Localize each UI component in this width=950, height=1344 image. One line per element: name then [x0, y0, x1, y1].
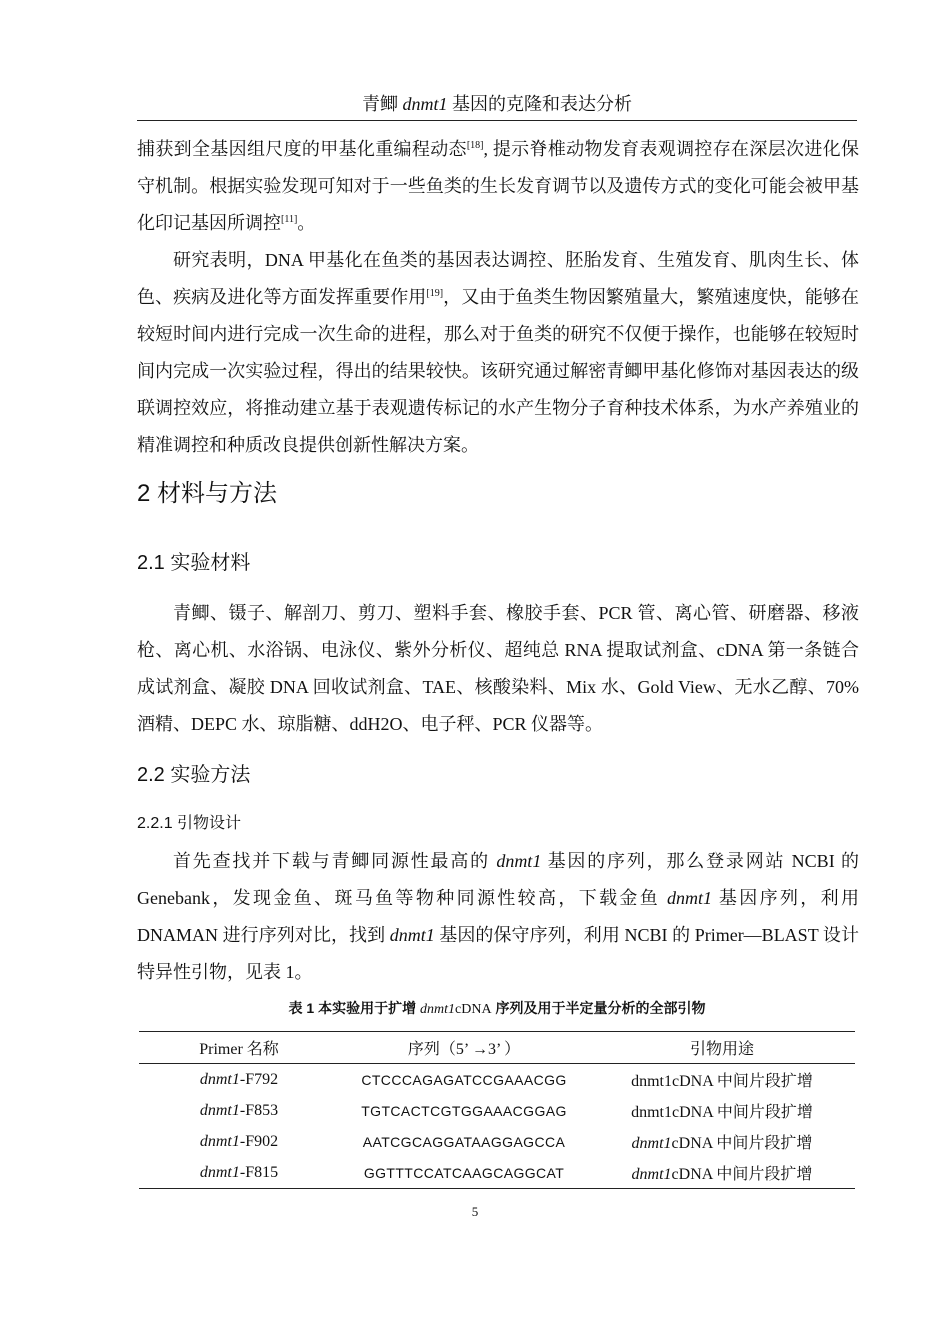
primer-suffix: -F902	[239, 1132, 279, 1150]
usage-text: cDNA 中间片段扩增	[671, 1166, 813, 1183]
text-run: 。	[297, 213, 316, 233]
table-header-row	[139, 1032, 855, 1064]
text-run: 基因的序列，那么登录网站 NCBI 的 Genebank，发现金鱼、斑马鱼等物种同源性较高，下载金鱼	[137, 851, 859, 908]
text-run: , 提示脊椎动物发育表观调控存在深层次进化保守机制。根据实验发现可知对于一些鱼类的生长发育调节以及遗传方式的变化可能会被甲基化印记基因所调控	[137, 139, 860, 233]
usage-cell	[589, 1157, 855, 1189]
primer-design-paragraph	[137, 843, 859, 991]
header-text: 青鲫	[362, 94, 403, 114]
gene-name: dnmt1	[199, 1163, 240, 1181]
primer-suffix: -F815	[239, 1163, 279, 1181]
usage-text: dnmt1cDNA 中间片段扩增	[631, 1104, 813, 1121]
sequence-cell: AATCGCAGGATAAGGAGCCA	[362, 1133, 566, 1150]
table-row	[139, 1157, 855, 1189]
header-primer-name: Primer 名称	[199, 1041, 279, 1058]
intro-paragraph-1	[137, 131, 859, 242]
intro-paragraph-2	[137, 242, 859, 464]
gene-name: dnmt1	[199, 1070, 240, 1088]
table-row	[139, 1095, 855, 1126]
gene-name: dnmt1	[667, 888, 713, 908]
gene-name: dnmt1	[631, 1135, 672, 1152]
citation: [11]	[281, 214, 298, 225]
text-run: ，又由于鱼类生物因繁殖量大，繁殖速度快，能够在较短时间内进行完成一次生命的进程，那么对于鱼类的研究不仅便于操作，也能够在较短时间内完成一次实验过程，得出的结果较快。该研究通过解密青鲫甲基化修饰对基因表达的级联调控效应，将推动建立基于表观遗传标记的水产生物分子育种技术体系，为水产养殖业的精准调控和种质改良提供创新性解决方案。	[137, 287, 860, 455]
caption-text-end: 序列及用于半定量分析的全部引物	[491, 1000, 706, 1016]
header-text-end: 基因的克隆和表达分析	[447, 94, 632, 114]
sequence-cell: CTCCCAGAGATCCGAAACGG	[361, 1071, 567, 1088]
header-usage: 引物用途	[689, 1041, 754, 1058]
usage-text: dnmt1cDNA 中间片段扩增	[631, 1073, 813, 1090]
caption-gene: dnmt1	[420, 1002, 456, 1017]
materials-paragraph: 青鲫、镊子、解剖刀、剪刀、塑料手套、橡胶手套、PCR 管、离心管、研磨器、移液枪、离心机、水浴锅、电泳仪、紫外分析仪、超纯总 RNA 提取试剂盒、cDNA 第一条链合成试剂盒、凝胶 DNA 回收试剂盒、TAE、核酸染料、Mix 水、Gold View、无水乙醇、70%酒精、DEPC 水、琼脂糖、ddH2O、电子秤、PCR 仪器等。	[137, 603, 859, 734]
gene-name: dnmt1	[199, 1101, 240, 1119]
subsection-heading-methods: 2.2 实验方法	[137, 764, 251, 786]
primer-name-cell	[139, 1095, 339, 1126]
table-caption	[137, 996, 857, 1022]
gene-name: dnmt1	[496, 851, 542, 871]
sequence-cell: GGTTTCCATCAAGCAGGCAT	[363, 1164, 565, 1181]
primer-suffix: -F853	[239, 1101, 279, 1119]
primer-suffix: -F792	[239, 1070, 279, 1088]
primer-name-cell	[139, 1126, 339, 1157]
text-run: 基因序列，利用 DNAMAN 进行序列对比，找到	[137, 888, 860, 945]
usage-text: cDNA 中间片段扩增	[671, 1135, 813, 1152]
section-heading: 2 材料与方法	[137, 480, 278, 507]
header-rule	[137, 120, 857, 121]
gene-name: dnmt1	[631, 1166, 672, 1183]
header-gene: dnmt1	[402, 94, 448, 114]
table-row	[139, 1126, 855, 1157]
citation: [19]	[426, 288, 444, 299]
caption-text: 表 1 本实验用于扩增	[288, 1000, 421, 1016]
text-run: 基因的保守序列，利用 NCBI 的 Primer—BLAST 设计特异性引物，见表 1。	[137, 925, 859, 982]
sequence-cell: TGTCACTCGTGGAAACGGAG	[361, 1102, 567, 1119]
primer-name-cell	[139, 1064, 339, 1096]
usage-cell	[589, 1064, 855, 1096]
subsection-heading-materials: 2.1 实验材料	[137, 552, 251, 574]
primer-table	[139, 1031, 855, 1189]
text-run: 研究表明，DNA 甲基化在鱼类的基因表达调控、胚胎发育、生殖发育、肌肉生长、体色、疾病及进化等方面发挥重要作用	[137, 250, 859, 307]
text-run: 捕获到全基因组尺度的甲基化重编程动态	[137, 139, 467, 159]
page-number: 5	[471, 1204, 479, 1219]
subsubsection-heading-primer-design: 2.2.1 引物设计	[137, 815, 242, 832]
caption-cdna: cDNA	[455, 1002, 492, 1017]
primer-name-cell	[139, 1157, 339, 1189]
usage-cell	[589, 1126, 855, 1157]
gene-name: dnmt1	[389, 925, 435, 945]
citation: [18]	[466, 140, 484, 151]
table-row	[139, 1064, 855, 1096]
usage-cell	[589, 1095, 855, 1126]
gene-name: dnmt1	[199, 1132, 240, 1150]
running-header	[137, 92, 857, 116]
header-sequence: 序列（5’ →3’ ）	[407, 1041, 521, 1058]
text-run: 首先查找并下载与青鲫同源性最高的	[173, 851, 497, 871]
